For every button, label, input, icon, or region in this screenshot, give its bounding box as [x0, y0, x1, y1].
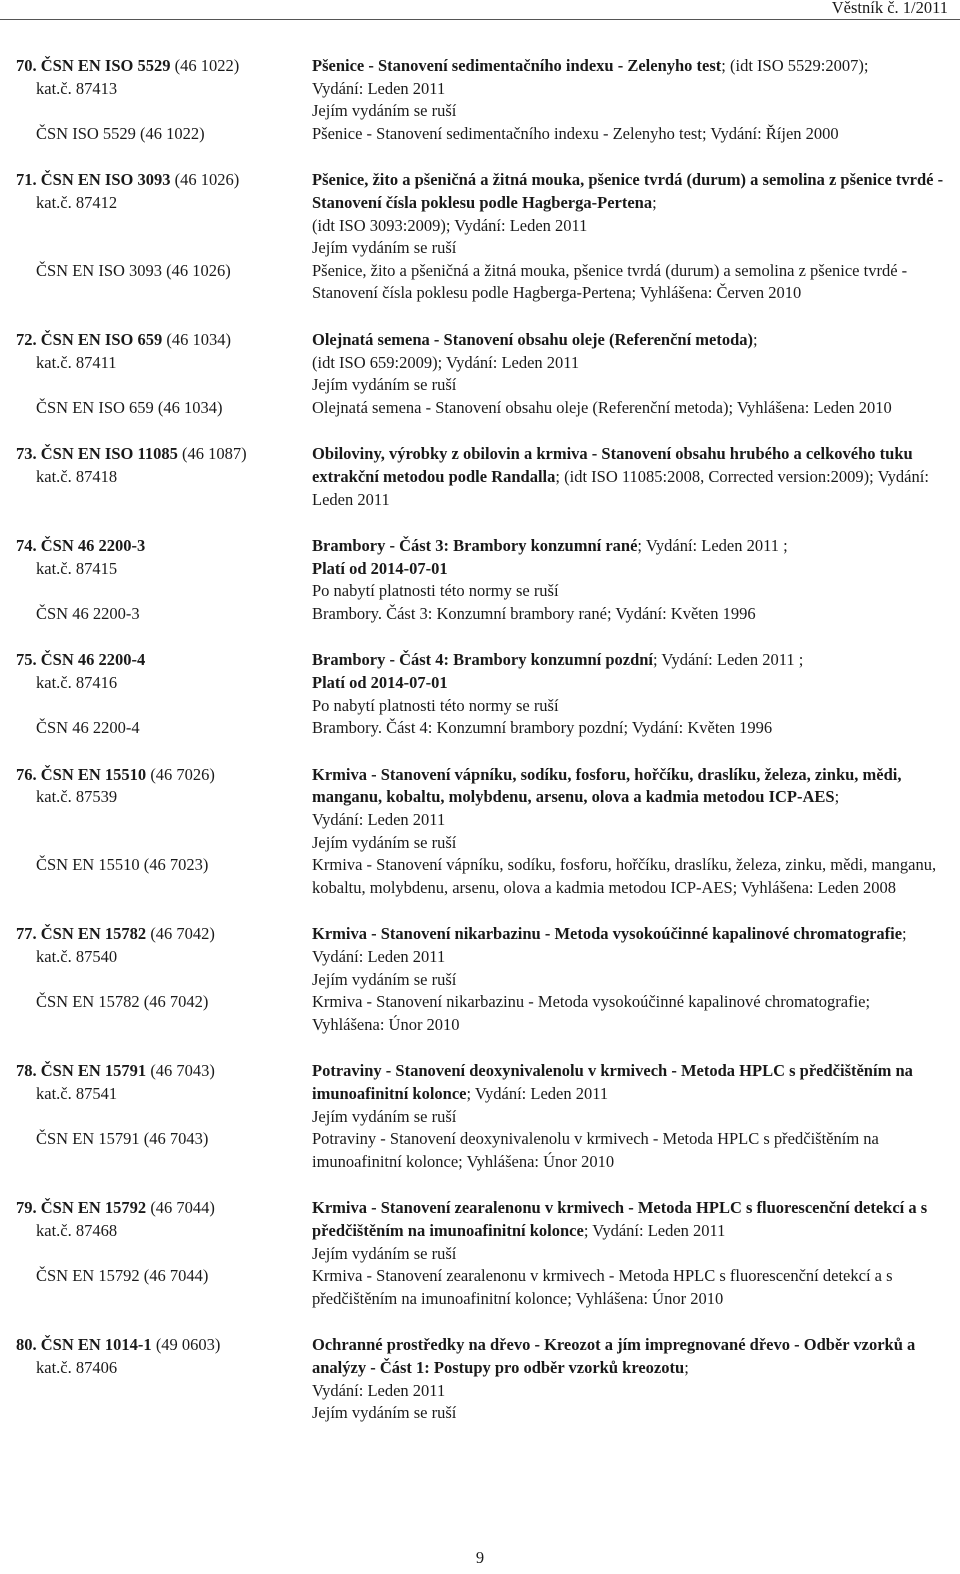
standard-entry-77	[16, 923, 946, 1036]
entry-title: Brambory - Část 3: Brambory konzumní rané	[312, 536, 638, 556]
replaced-standard: ČSN EN 15510 (46 7023) Krmiva - Stanovení vápníku, sodíku, fosforu, hořčíku, draslíku, železa, zinku, mědi, manganu, kobaltu, molybdenu, arsenu, olova a kadmia metodou ICP-AES; Vyhlášena: Leden 2008	[36, 855, 937, 897]
standard-entry-71	[16, 169, 946, 305]
replaced-standard: ČSN EN 15792 (46 7044) Krmiva - Stanovení zearalenonu v krmivech - Metoda HPLC s fluorescenční detekcí a s předčištěním na imunoafinitní kolonce; Vyhlášena: Únor 2010	[36, 1266, 893, 1308]
replaced-standard: ČSN EN ISO 659 (46 1034) Olejnatá semena - Stanovení obsahu oleje (Referenční metoda); Vyhlášena: Leden 2010	[36, 397, 892, 417]
page-number: 9	[475, 1548, 485, 1567]
replaced-standard: ČSN 46 2200-4 Brambory. Část 4: Konzumní brambory pozdní; Vydání: Květen 1996	[36, 718, 773, 738]
entry-id: 76. ČSN EN 15510 (46 7026) kat.č. 87539	[16, 764, 215, 807]
page-header	[0, 0, 960, 20]
entry-title: Pšenice - Stanovení sedimentačního indexu - Zelenyho test	[312, 56, 722, 75]
entry-id: 79. ČSN EN 15792 (46 7044) kat.č. 87468	[16, 1198, 215, 1240]
standard-entry-79	[16, 1197, 946, 1310]
entry-title: Potraviny - Stanovení deoxynivalenolu v krmivech - Metoda HPLC s předčištěním na imunoafinitní kolonce	[312, 1061, 913, 1103]
replaced-standard: ČSN EN 15782 (46 7042) Krmiva - Stanovení nikarbazinu - Metoda vysokoúčinné kapalinové chromatografie; Vyhlášena: Únor 2010	[36, 992, 871, 1034]
entry-title: Brambory - Část 4: Brambory konzumní pozdní	[312, 650, 654, 670]
entry-body: Brambory - Část 3: Brambory konzumní rané; Vydání: Leden 2011 ; Platí od 2014-07-01 Po nabytí platnosti této normy se ruší	[312, 536, 788, 601]
entry-title: Pšenice, žito a pšeničná a žitná mouka, pšenice tvrdá (durum) a semolina z pšenice tvrdé - Stanovení čísla poklesu podle Hagberga-Pertena	[312, 170, 944, 212]
entry-body: Ochranné prostředky na dřevo - Kreozot a jím impregnované dřevo - Odběr vzorků a analýzy - Část 1: Postupy pro odběr vzorků kreozotu; Vydání: Leden 2011 Jejím vydáním se ruší	[312, 1335, 916, 1423]
replaced-standard: ČSN 46 2200-3 Brambory. Část 3: Konzumní brambory rané; Vydání: Květen 1996	[36, 603, 756, 623]
standard-entry-70	[16, 55, 946, 145]
entry-title: Krmiva - Stanovení nikarbazinu - Metoda vysokoúčinné kapalinové chromatografie	[312, 924, 903, 944]
entry-body: Potraviny - Stanovení deoxynivalenolu v krmivech - Metoda HPLC s předčištěním na imunoafinitní kolonce; Vydání: Leden 2011 Jejím vydáním se ruší	[312, 1061, 913, 1126]
replaced-standard: ČSN EN ISO 3093 (46 1026) Pšenice, žito a pšeničná a žitná mouka, pšenice tvrdá (durum) a semolina z pšenice tvrdé - Stanovení čísla poklesu podle Hagberga-Pertena; Vyhlášena: Červen 2010	[36, 260, 908, 303]
journal-title: Věstník č. 1/2011	[831, 0, 948, 17]
entry-body: Krmiva - Stanovení zearalenonu v krmivech - Metoda HPLC s fluorescenční detekcí a s předčištěním na imunoafinitní kolonce; Vydání: Leden 2011 Jejím vydáním se ruší	[312, 1198, 928, 1263]
entry-title: Krmiva - Stanovení vápníku, sodíku, fosforu, hořčíku, draslíku, železa, zinku, mědi, manganu, kobaltu, molybdenu, arsenu, olova a kadmia metodou ICP-AES	[312, 764, 902, 807]
entry-title: Ochranné prostředky na dřevo - Kreozot a jím impregnované dřevo - Odběr vzorků a analýzy - Část 1: Postupy pro odběr vzorků kreozotu	[312, 1335, 916, 1377]
entry-title: Olejnatá semena - Stanovení obsahu oleje (Referenční metoda)	[312, 329, 754, 349]
entry-id: 75. ČSN 46 2200-4 kat.č. 87416	[16, 650, 146, 693]
entry-body: Pšenice, žito a pšeničná a žitná mouka, pšenice tvrdá (durum) a semolina z pšenice tvrdé - Stanovení čísla poklesu podle Hagberga-Pertena; (idt ISO 3093:2009); Vydání: Leden 2011 Jejím vydáním se ruší	[312, 170, 944, 258]
entry-id: 74. ČSN 46 2200-3 kat.č. 87415	[16, 536, 146, 578]
entry-body: Obiloviny, výrobky z obilovin a krmiva - Stanovení obsahu hrubého a celkového tuku extrakční metodou podle Randalla; (idt ISO 11085:2008, Corrected version:2009); Vydání: Leden 2011	[312, 444, 929, 509]
entry-id: 70. ČSN EN ISO 5529 (46 1022) kat.č. 87413	[16, 56, 240, 98]
entry-title: Krmiva - Stanovení zearalenonu v krmivech - Metoda HPLC s fluorescenční detekcí a s předčištěním na imunoafinitní kolonce	[312, 1198, 928, 1240]
entry-body: Krmiva - Stanovení vápníku, sodíku, fosforu, hořčíku, draslíku, železa, zinku, mědi, manganu, kobaltu, molybdenu, arsenu, olova a kadmia metodou ICP-AES; Vydání: Leden 2011 Jejím vydáním se ruší	[312, 764, 902, 852]
entry-id: 73. ČSN EN ISO 11085 (46 1087) kat.č. 87418	[16, 444, 247, 486]
replaced-standard: ČSN EN 15791 (46 7043) Potraviny - Stanovení deoxynivalenolu v krmivech - Metoda HPLC s předčištěním na imunoafinitní kolonce; Vyhlášena: Únor 2010	[36, 1129, 879, 1171]
standards-list	[16, 55, 946, 1449]
entry-body: Brambory - Část 4: Brambory konzumní pozdní; Vydání: Leden 2011 ; Platí od 2014-07-01 Po nabytí platnosti této normy se ruší	[312, 650, 804, 715]
standard-entry-73	[16, 443, 946, 511]
entry-id: 80. ČSN EN 1014-1 (49 0603) kat.č. 87406	[16, 1335, 221, 1377]
header-rule	[0, 19, 960, 20]
standard-entry-72	[16, 329, 946, 419]
standard-entry-74	[16, 535, 946, 625]
entry-id: 72. ČSN EN ISO 659 (46 1034) kat.č. 87411	[16, 329, 231, 372]
entry-body: Krmiva - Stanovení nikarbazinu - Metoda vysokoúčinné kapalinové chromatografie; Vydání: Leden 2011 Jejím vydáním se ruší	[312, 924, 907, 989]
entry-id: 77. ČSN EN 15782 (46 7042) kat.č. 87540	[16, 924, 215, 966]
standard-entry-80	[16, 1334, 946, 1424]
entry-body: Olejnatá semena - Stanovení obsahu oleje (Referenční metoda); (idt ISO 659:2009); Vydání: Leden 2011 Jejím vydáním se ruší	[312, 329, 758, 395]
entry-id: 71. ČSN EN ISO 3093 (46 1026) kat.č. 87412	[16, 170, 240, 212]
standard-entry-78	[16, 1060, 946, 1173]
entry-id: 78. ČSN EN 15791 (46 7043) kat.č. 87541	[16, 1061, 215, 1103]
entry-title: Obiloviny, výrobky z obilovin a krmiva - Stanovení obsahu hrubého a celkového tuku extrakční metodou podle Randalla	[312, 444, 913, 486]
standard-entry-76	[16, 764, 946, 900]
entry-body: Pšenice - Stanovení sedimentačního indexu - Zelenyho test; (idt ISO 5529:2007); Vydání: Leden 2011 Jejím vydáním se ruší	[312, 56, 869, 121]
standard-entry-75	[16, 649, 946, 739]
replaced-standard: ČSN ISO 5529 (46 1022) Pšenice - Stanovení sedimentačního indexu - Zelenyho test; Vydání: Říjen 2000	[36, 123, 839, 143]
